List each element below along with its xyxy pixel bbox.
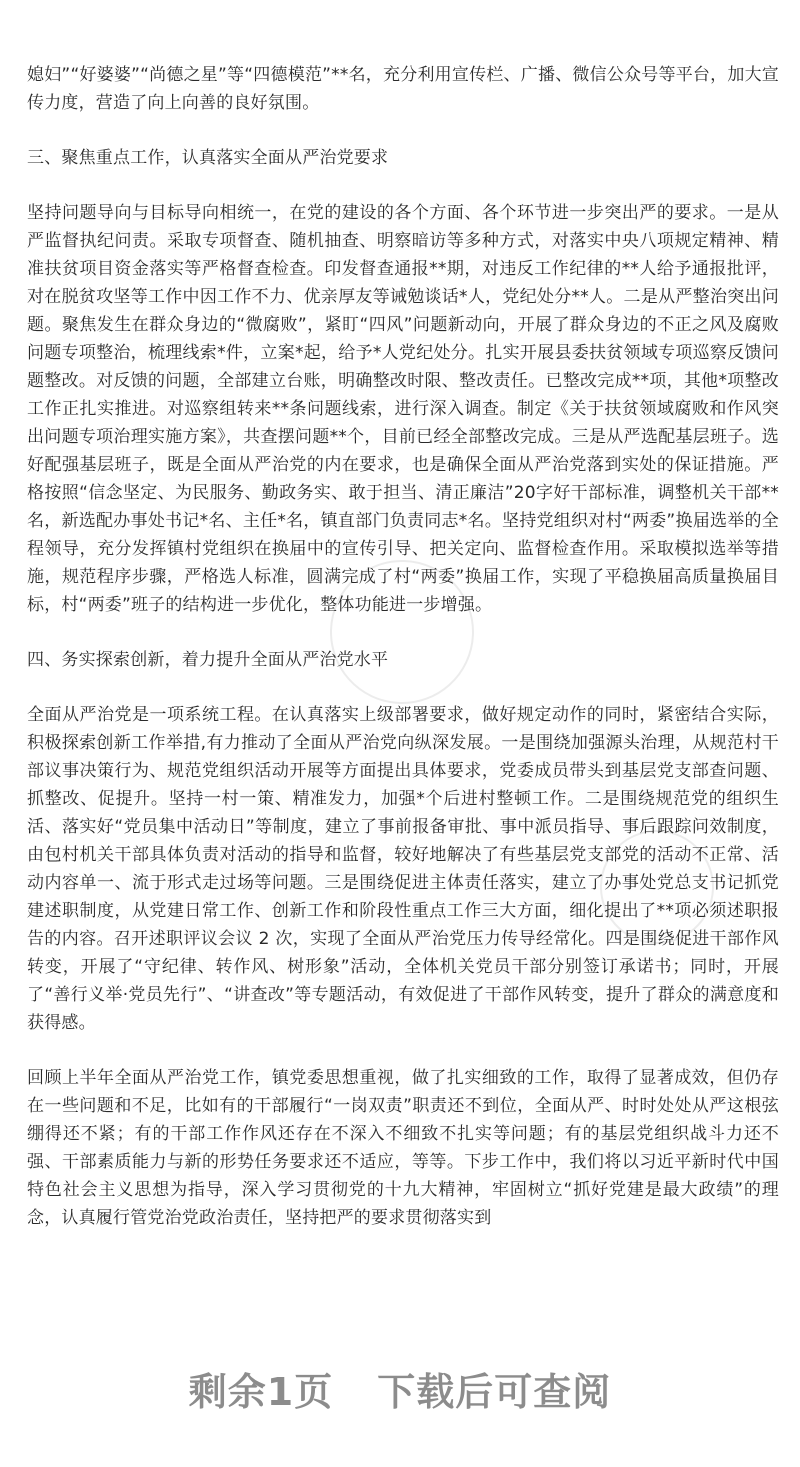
paragraph-section-4: 全面从严治党是一项系统工程。在认真落实上级部署要求，做好规定动作的同时，紧密结合实际，积极探索创新工作举措,有力推动了全面从严治党向纵深发展。一是围绕加强源头治理，从规范村干部议事决策行为、规范党组织活动开展等方面提出具体要求，党委成员带头到基层党支部查问题、抓整改、促提升。坚持一村一策、精准发力，加强*个后进村整顿工作。二是围绕规范党的组织生活、落实好“党员集中活动日”等制度，建立了事前报备审批、事中派员指导、事后跟踪问效制度，由包村机关干部具体负责对活动的指导和监督，较好地解决了有些基层党支部党的活动不正常、活动内容单一、流于形式走过场等问题。三是围绕促进主体责任落实，建立了办事处党总支书记抓党建述职制度，从党建日常工作、创新工作和阶段性重点工作三大方面，细化提出了**项必须述职报告的内容。召开述职评议会议 2 次，实现了全面从严治党压力传导经常化。四是围绕促进干部作风转变，开展了“守纪律、转作风、树形象”活动，全体机关党员干部分别签订承诺书；同时，开展了“善行义举·党员先行”、“讲查改”等专题活动，有效促进了干部作风转变，提升了群众的满意度和获得感。 bbox=[27, 705, 779, 1033]
section-heading-4: 四、务实探索创新，着力提升全面从严治党水平 bbox=[27, 650, 389, 670]
remaining-pages-label: 剩余1页 bbox=[188, 1369, 334, 1414]
paragraph-section-3: 坚持问题导向与目标导向相统一，在党的建设的各个方面、各个环节进一步突出严的要求。一是从严监督执纪问责。采取专项督查、随机抽查、明察暗访等多种方式，对落实中央八项规定精神、精准扶贫项目资金落实等严格督查检查。印发督查通报**期，对违反工作纪律的**人给予通报批评，对在脱贫攻坚等工作中因工作不力、优亲厚友等诫勉谈话*人，党纪处分**人。二是从严整治突出问题。聚焦发生在群众身边的“微腐败”，紧盯“四风”问题新动向，开展了群众身边的不正之风及腐败问题专项整治，梳理线索*件，立案*起，给予*人党纪处分。扎实开展县委扶贫领域专项巡察反馈问题整改。对反馈的问题，全部建立台账，明确整改时限、整改责任。已整改完成**项，其他*项整改工作正扎实推进。对巡察组转来**条问题线索，进行深入调查。制定《关于扶贫领域腐败和作风突出问题专项治理实施方案》，共查摆问题**个，目前已经全部整改完成。三是从严选配基层班子。选好配强基层班子，既是全面从严治党的内在要求，也是确保全面从严治党落到实处的保证措施。严格按照“信念坚定、为民服务、勤政务实、敢于担当、清正廉洁”20字好干部标准，调整机关干部**名，新选配办事处书记*名、主任*名，镇直部门负责同志*名。坚持党组织对村“两委”换届选举的全程领导，充分发挥镇村党组织在换届中的宣传引导、把关定向、监督检查作用。采取模拟选举等措施，规范程序步骤，严格选人标准，圆满完成了村“两委”换届工作，实现了平稳换届高质量换届目标，村“两委”班子的结构进一步优化，整体功能进一步增强。 bbox=[27, 203, 779, 615]
download-banner[interactable] bbox=[0, 1358, 800, 1418]
section-heading-3: 三、聚焦重点工作，认真落实全面从严治党要求 bbox=[27, 148, 389, 168]
download-to-view-label[interactable]: 下载后可查阅 bbox=[377, 1369, 612, 1414]
paragraph-intro: 媳妇”“好婆婆”“尚德之星”等“四德模范”**名，充分利用宣传栏、广播、微信公众号等平台，加大宣传力度，营造了向上向善的良好氛围。 bbox=[27, 65, 779, 113]
paragraph-summary: 回顾上半年全面从严治党工作，镇党委思想重视，做了扎实细致的工作，取得了显著成效，但仍存在一些问题和不足，比如有的干部履行“一岗双责”职责还不到位，全面从严、时时处处从严这根弦绷得还不紧；有的干部工作作风还存在不深入不细致不扎实等问题；有的基层党组织战斗力还不强、干部素质能力与新的形势任务要求还不适应，等等。下步工作中，我们将以习近平新时代中国特色社会主义思想为指导，深入学习贯彻党的十九大精神，牢固树立“抓好党建是最大政绩”的理念，认真履行管党治党政治责任，坚持把严的要求贯彻落实到 bbox=[27, 1068, 779, 1228]
document-body bbox=[27, 61, 779, 1232]
